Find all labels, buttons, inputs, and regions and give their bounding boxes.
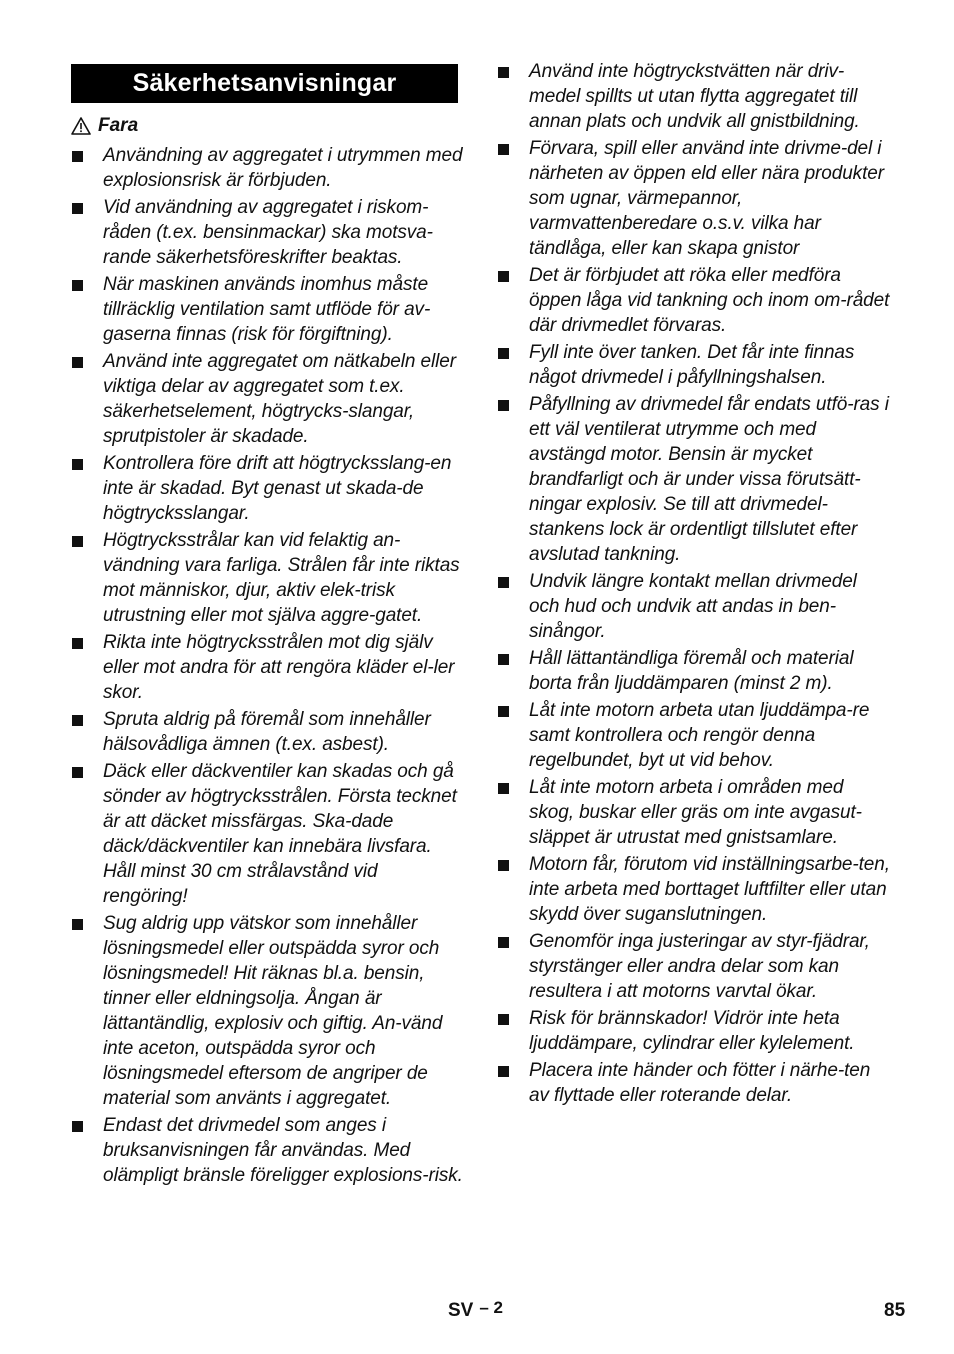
bullet-square-icon: [498, 271, 509, 282]
bullet-square-icon: [498, 783, 509, 794]
safety-item: [71, 630, 463, 705]
safety-item-text: Placera inte händer och fötter i närhe-ten av flyttade eller roterande delar.: [529, 1060, 871, 1106]
language-page: – 2: [479, 1298, 503, 1317]
bullet-square-icon: [72, 357, 83, 368]
safety-item: [71, 349, 463, 449]
safety-item-text: Användning av aggregatet i utrymmen med explosionsrisk är förbjuden.: [103, 145, 463, 191]
bullet-square-icon: [72, 203, 83, 214]
safety-item-text: Risk för brännskador! Vidrör inte heta ljuddämpare, cylindrar eller kylelement.: [529, 1008, 855, 1054]
bullet-square-icon: [498, 348, 509, 359]
bullet-square-icon: [498, 1066, 509, 1077]
safety-item-text: Använd inte aggregatet om nätkabeln eller viktiga delar av aggregatet som t.ex. säkerhetselement, högtrycks-slangar, sprutpistoler är skadade.: [103, 351, 456, 447]
safety-item: [497, 340, 891, 390]
safety-item-text: Låt inte motorn arbeta utan ljuddämpa-re samt kontrollera och rengör denna regelbundet, byt ut vid behov.: [529, 700, 870, 771]
safety-item-text: Fyll inte över tanken. Det får inte finnas något drivmedel i påfyllningshalsen.: [529, 342, 855, 388]
bullet-square-icon: [498, 577, 509, 588]
bullet-square-icon: [498, 860, 509, 871]
safety-item-text: Motorn får, förutom vid inställningsarbe-ten, inte arbeta med borttaget luftfilter eller utan skydd över suganslutningen.: [529, 854, 890, 925]
safety-item: [497, 569, 891, 644]
bullet-square-icon: [72, 459, 83, 470]
safety-item: [497, 59, 891, 134]
bullet-square-icon: [72, 280, 83, 291]
bullet-square-icon: [498, 1014, 509, 1025]
safety-item: [497, 136, 891, 261]
safety-item: [71, 528, 463, 628]
safety-list-left: [71, 143, 463, 1190]
safety-item: [497, 1058, 891, 1108]
bullet-square-icon: [72, 919, 83, 930]
bullet-square-icon: [72, 767, 83, 778]
safety-item-text: Håll lättantändliga föremål och material borta från ljuddämparen (minst 2 m).: [529, 648, 854, 694]
safety-list-right: [497, 59, 891, 1110]
safety-item: [497, 698, 891, 773]
safety-item: [497, 263, 891, 338]
bullet-square-icon: [72, 151, 83, 162]
safety-item: [71, 272, 463, 347]
safety-item-text: Högtrycksstrålar kan vid felaktig an-vändning vara farliga. Strålen får inte riktas mot människor, djur, aktiv elek-trisk utrustning eller mot själva aggre-gatet.: [103, 530, 460, 626]
safety-item-text: Undvik längre kontakt mellan drivmedel och hud och undvik att andas in ben-sinångor.: [529, 571, 857, 642]
safety-item-text: Endast det drivmedel som anges i bruksanvisningen får användas. Med olämpligt bränsle föreligger explosions-risk.: [103, 1115, 463, 1186]
danger-label: Fara: [98, 115, 139, 136]
bullet-square-icon: [72, 1121, 83, 1132]
safety-item-text: Sug aldrig upp vätskor som innehåller lösningsmedel eller outspädda syror och lösningsmedel! Hit räknas bl.a. bensin, tinner eller eldningsolja. Ångan är lättantändlig, explosiv och giftig. An-vänd inte aceton, outspädda syror och lösningsmedel eftersom de angriper de material som använts i aggregatet.: [103, 913, 443, 1109]
safety-item: [71, 759, 463, 909]
safety-item-text: Rikta inte högtrycksstrålen mot dig själv eller mot andra för att rengöra kläder el-ler skor.: [103, 632, 455, 703]
safety-item-text: Det är förbjudet att röka eller medföra öppen låga vid tankning och inom om-rådet där drivmedlet förvaras.: [529, 265, 890, 336]
safety-item-text: Genomför inga justeringar av styr-fjädrar, styrstänger eller andra delar som kan resultera i att motorns varvtal ökar.: [529, 931, 870, 1002]
safety-item: [497, 1006, 891, 1056]
safety-item: [71, 1113, 463, 1188]
safety-item-text: Använd inte högtryckstvätten när driv-medel spillts ut utan flytta aggregatet till annan plats och undvik all gnistbildning.: [529, 61, 860, 132]
safety-item: [71, 143, 463, 193]
page-number: 85: [884, 1300, 906, 1321]
footer-language: [448, 1298, 503, 1323]
bullet-square-icon: [72, 638, 83, 649]
safety-item: [497, 775, 891, 850]
bullet-square-icon: [72, 715, 83, 726]
safety-item: [71, 707, 463, 757]
safety-item-text: Förvara, spill eller använd inte drivme-del i närheten av öppen eld eller nära produkter som ugnar, värmepannor, varmvattenberedare o.s.v. vilka har tändlåga, eller kan skapa gnistor: [529, 138, 884, 259]
bullet-square-icon: [498, 654, 509, 665]
safety-item-text: Påfyllning av drivmedel får endats utfö-ras i ett väl ventilerat utrymme och med avstängd motor. Bensin är mycket brandfarligt och är under vissa förutsätt-ningar explosiv. Se till att drivmedel-stankens lock är ordentligt tillslutet efter avslutad tankning.: [529, 394, 889, 565]
safety-item: [497, 929, 891, 1004]
safety-item-text: När maskinen används inomhus måste tillräcklig ventilation samt utflöde för av-gaserna finnas (risk för förgiftning).: [103, 274, 431, 345]
bullet-square-icon: [72, 536, 83, 547]
bullet-square-icon: [498, 706, 509, 717]
safety-item-text: Kontrollera före drift att högtrycksslang-en inte är skadad. Byt genast ut skada-de högtrycksslangar.: [103, 453, 452, 524]
safety-item: [71, 195, 463, 270]
safety-item-text: Låt inte motorn arbeta i områden med skog, buskar eller gräs om inte avgasut-släppet är utrustat med gnistsamlare.: [529, 777, 862, 848]
safety-item-text: Spruta aldrig på föremål som innehåller hälsovådliga ämnen (t.ex. asbest).: [103, 709, 431, 755]
bullet-square-icon: [498, 144, 509, 155]
safety-item-text: Däck eller däckventiler kan skadas och gå sönder av högtrycksstrålen. Första tecknet är att däcket missfärgas. Ska-dade däck/däckventiler kan innebära livsfara. Håll minst 30 cm strålavstånd vid rengöring!: [103, 761, 457, 907]
safety-item: [71, 451, 463, 526]
bullet-square-icon: [498, 67, 509, 78]
warning-triangle-icon: [71, 117, 91, 135]
bullet-square-icon: [498, 937, 509, 948]
danger-heading: [71, 113, 138, 138]
safety-item: [497, 646, 891, 696]
language-code: SV: [448, 1300, 474, 1321]
safety-item-text: Vid användning av aggregatet i riskom-råden (t.ex. bensinmackar) ska motsva-rande säkerhetsföreskrifter beaktas.: [103, 197, 433, 268]
safety-item: [71, 911, 463, 1111]
bullet-square-icon: [498, 400, 509, 411]
safety-item: [497, 392, 891, 567]
safety-item: [497, 852, 891, 927]
section-heading: Säkerhetsanvisningar: [71, 64, 458, 103]
